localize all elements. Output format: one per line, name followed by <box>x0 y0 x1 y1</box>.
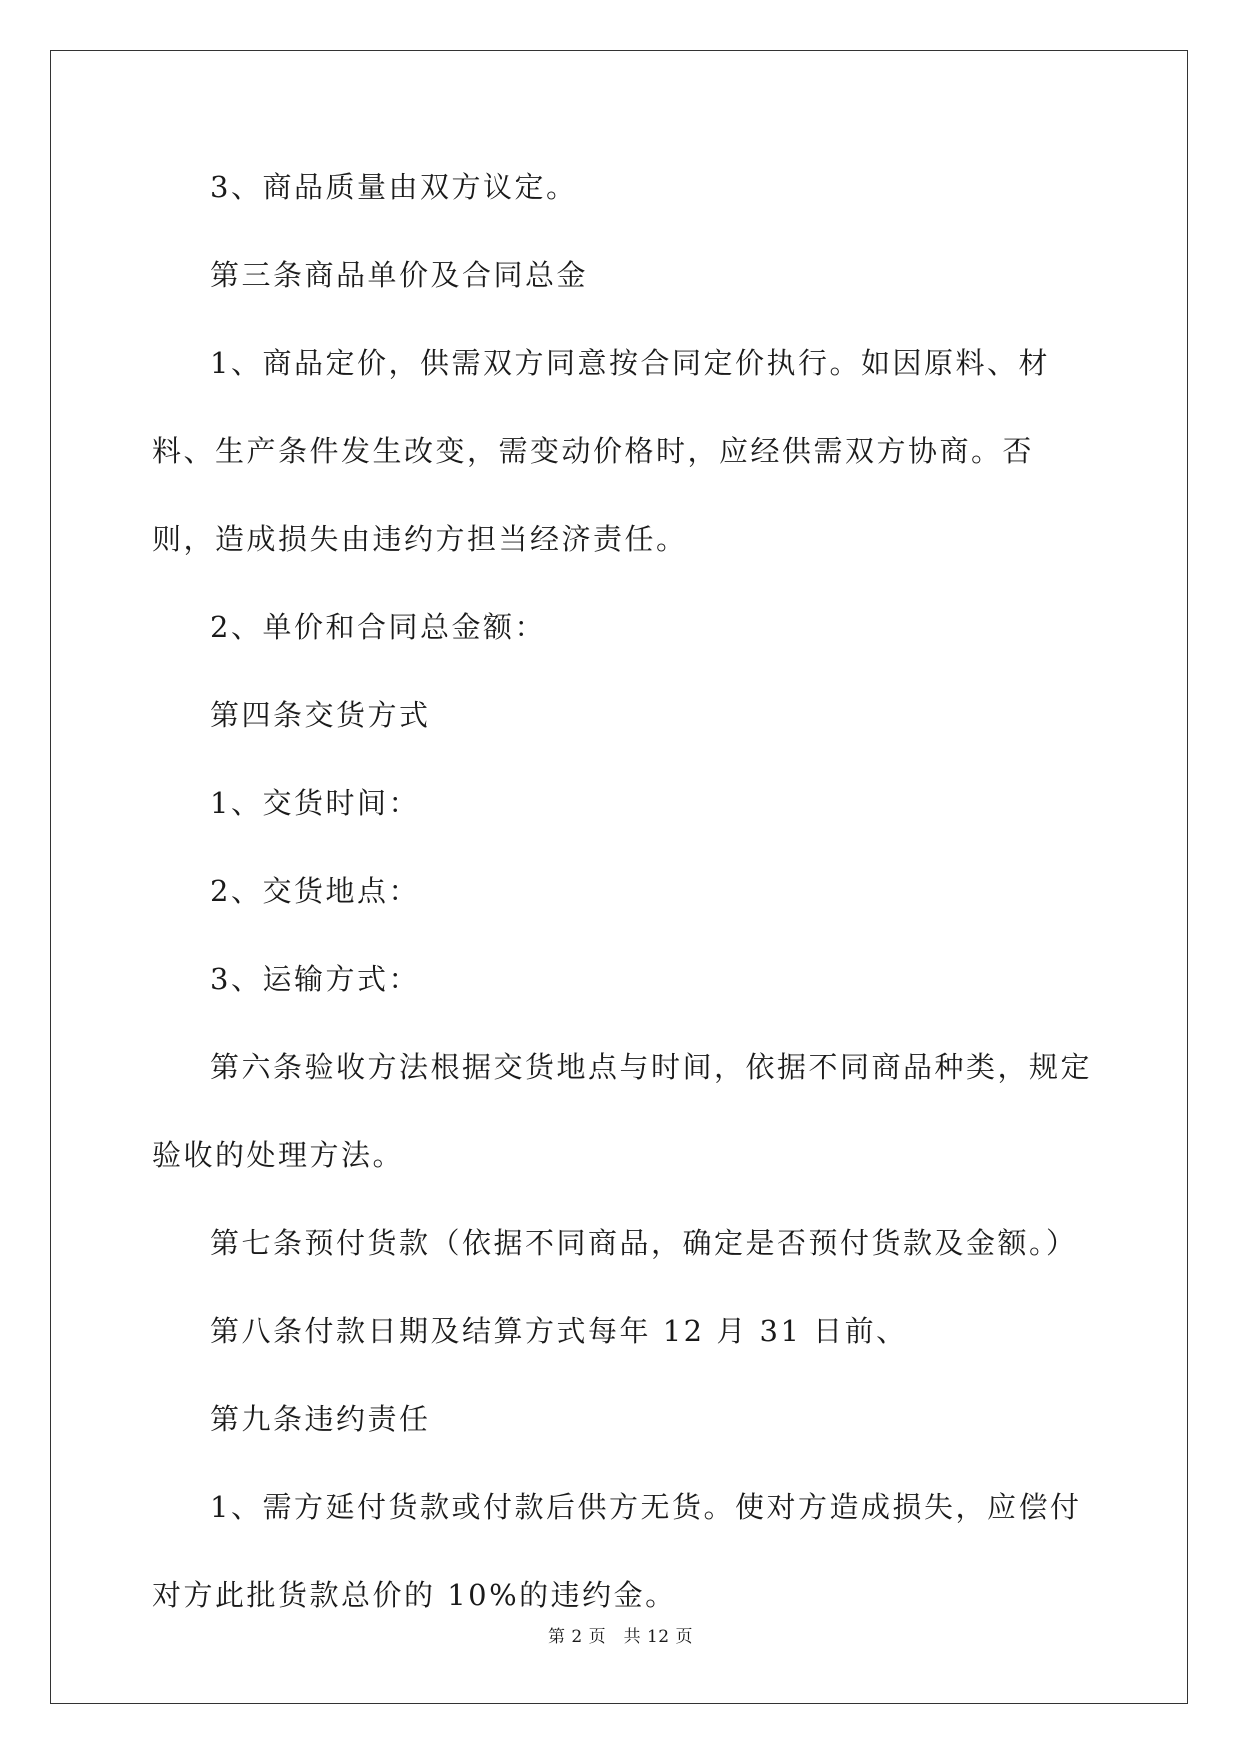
paragraph-transport: 3、运输方式： <box>210 962 420 996</box>
heading-article-3: 第三条商品单价及合同总金 <box>210 258 589 292</box>
paragraph-unit-price: 2、单价和合同总金额： <box>210 610 546 644</box>
paragraph-quality: 3、商品质量由双方议定。 <box>210 170 578 204</box>
paragraph-pricing: 1、商品定价，供需双方同意按合同定价执行。如因原料、材料、生产条件发生改变，需变动价格时，应经供需双方协商。否则，造成损失由违约方担当经济责任。 <box>152 346 1050 556</box>
heading-article-4: 第四条交货方式 <box>210 698 431 732</box>
page-number: 第 2 页 共 12 页 <box>547 1627 694 1647</box>
paragraph-article-7: 第七条预付货款（依据不同商品，确定是否预付货款及金额。） <box>210 1226 1078 1260</box>
paragraph-article-6: 第六条验收方法根据交货地点与时间，依据不同商品种类，规定验收的处理方法。 <box>152 1050 1093 1172</box>
paragraph-article-8: 第八条付款日期及结算方式每年 12 月 31 日前、 <box>210 1314 908 1348</box>
heading-article-9: 第九条违约责任 <box>210 1402 431 1436</box>
paragraph-delivery-place: 2、交货地点： <box>210 874 420 908</box>
page-footer <box>0 1622 1241 1647</box>
paragraph-delivery-time: 1、交货时间： <box>210 786 420 820</box>
paragraph-penalty: 1、需方延付货款或付款后供方无货。使对方造成损失，应偿付对方此批货款总价的 10%的违约金。 <box>152 1490 1082 1612</box>
